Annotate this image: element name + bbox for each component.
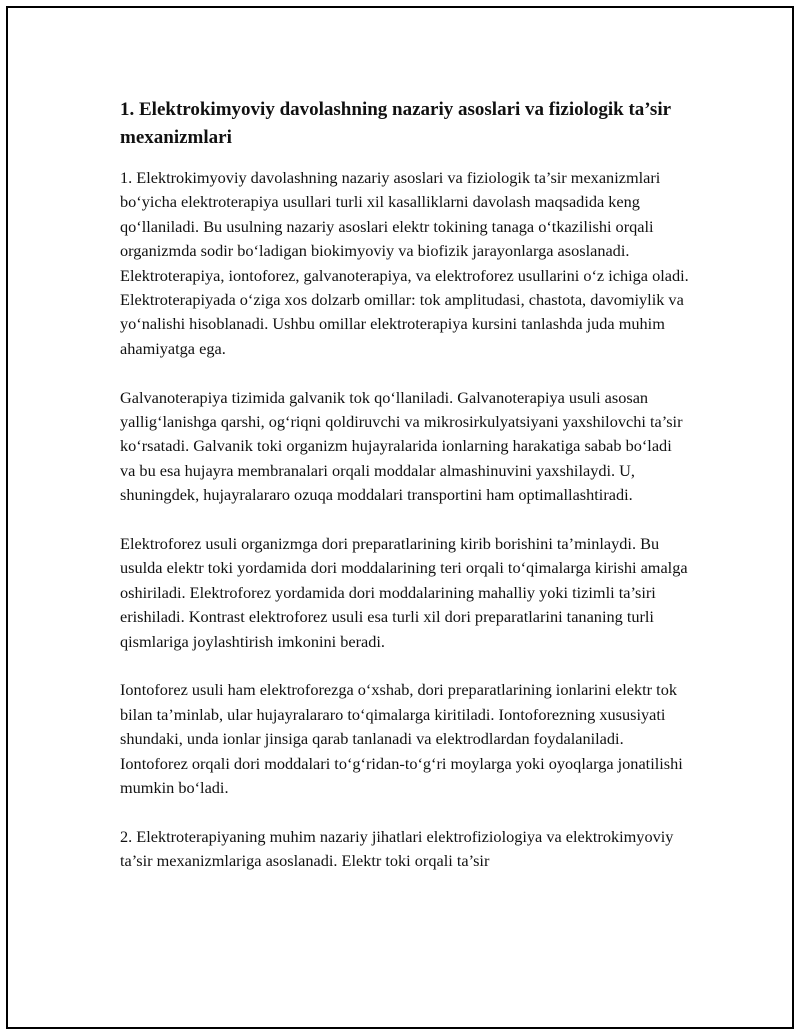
- paragraph-intro: 1. Elektrokimyoviy davolashning nazariy asoslari va fiziologik ta’sir mexanizmlari bo‘yicha elektroterapiya usullari turli xil kasalliklarni davolash maqsadida keng qo‘llaniladi. Bu usulning nazariy asoslari elektr tokining tanaga o‘tkazilishi orqali organizmda sodir bo‘ladigan biokimyoviy va biofizik jarayonlarga asoslanadi. Elektroterapiya, iontoforez, galvanoterapiya, va elektroforez usullarini o‘z ichiga oladi. Elektroterapiyada o‘ziga xos dolzarb omillar: tok amplitudasi, chastota, davomiylik va yo‘nalishi hisoblanadi. Ushbu omillar elektroterapiya kursini tanlashda juda muhim ahamiyatga ega.: [120, 168, 689, 358]
- paragraph-galvanotherapy: Galvanoterapiya tizimida galvanik tok qo‘llaniladi. Galvanoterapiya usuli asosan yallig‘lanishga qarshi, og‘riqni qoldiruvchi va mikrosirkulyatsiyani yaxshilovchi ta’sir ko‘rsatadi. Galvanik toki organizm hujayralarida ionlarning harakatiga sabab bo‘ladi va bu esa hujayra membranalari orqali moddalar almashinuvini yaxshilaydi. U, shuningdek, hujayralararo ozuqa moddalari transportini ham optimallashtiradi.: [120, 387, 683, 505]
- paragraph-iontophoresis: Iontoforez usuli ham elektroforezga o‘xshab, dori preparatlarining ionlarini elektr tok bilan ta’minlab, ular hujayralararo to‘qimalarga kiritiladi. Iontoforezning xususiyati shundaki, unda ionlar jinsiga qarab tanlanadi va elektrodlardan foydalaniladi. Iontoforez orqali dori moddalari to‘g‘ridan-to‘g‘ri moylarga yoki oyoqlarga jonatilishi mumkin bo‘ladi.: [120, 680, 683, 798]
- paragraph-section-2: 2. Elektroterapiyaning muhim nazariy jihatlari elektrofiziologiya va elektrokimyoviy ta’sir mexanizmlariga asoslanadi. Elektr toki orqali ta’sir: [120, 826, 674, 871]
- document-page: [6, 6, 794, 1029]
- document-body: [120, 96, 690, 898]
- paragraph-electrophoresis: Elektroforez usuli organizmga dori preparatlarining kirib borishini ta’minlaydi. Bu usulda elektr toki yordamida dori moddalarining teri orqali to‘qimalarga kirishi amalga oshiriladi. Elektroforez yordamida dori moddalarining mahalliy yoki tizimli ta’siri erishiladi. Kontrast elektroforez usuli esa turli xil dori preparatlarini tananing turli qismlariga joylashtirish imkonini beradi.: [120, 534, 688, 651]
- document-title: 1. Elektrokimyoviy davolashning nazariy asoslari va fiziologik ta’sir mexanizmlari: [120, 99, 671, 148]
